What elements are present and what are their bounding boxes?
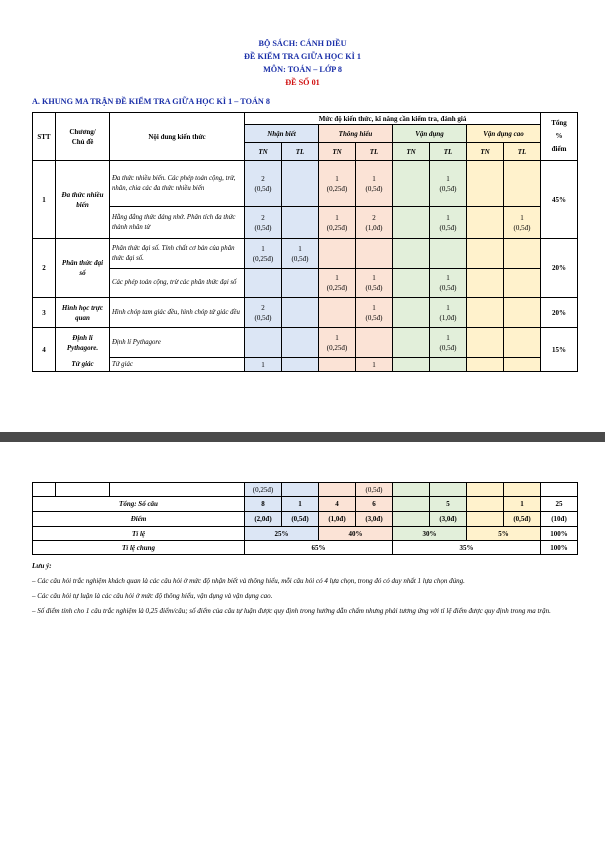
matrix-table-continued xyxy=(32,482,578,555)
header-line-3: MÔN: TOÁN – LỚP 8 xyxy=(263,65,342,74)
matrix-cell xyxy=(467,269,504,298)
matrix-cell: 1 (0,5đ) xyxy=(504,207,541,239)
row-stt: 4 xyxy=(33,328,56,372)
sub-tn: TN xyxy=(467,143,504,161)
row-noidung: Định lí Pythagore xyxy=(110,328,245,358)
sub-tl: TL xyxy=(282,143,319,161)
notes-title: Lưu ý: xyxy=(32,562,52,570)
matrix-cell xyxy=(467,207,504,239)
row-tong: 45% xyxy=(541,161,578,239)
socau-cell xyxy=(467,497,504,512)
matrix-cell xyxy=(393,269,430,298)
matrix-cell xyxy=(393,298,430,328)
sub-tl: TL xyxy=(430,143,467,161)
row-noidung: Hình chóp tam giác đều, hình chóp tứ giác đều xyxy=(110,298,245,328)
matrix-cell: 1 (0,5đ) xyxy=(430,161,467,207)
socau-cell: 1 xyxy=(504,497,541,512)
row-chuong: Hình học trực quan xyxy=(56,298,110,328)
cont-cell xyxy=(504,483,541,497)
socau-cell: 6 xyxy=(356,497,393,512)
row-stt: 1 xyxy=(33,161,56,239)
socau-cell xyxy=(393,497,430,512)
tile-thong-hieu: 40% xyxy=(319,527,393,541)
matrix-cell xyxy=(467,239,504,269)
matrix-cell: 1 (0,5đ) xyxy=(282,239,319,269)
row-stt: 2 xyxy=(33,239,56,298)
row-tong: 15% xyxy=(541,328,578,372)
matrix-cell xyxy=(467,328,504,358)
sub-tl: TL xyxy=(356,143,393,161)
matrix-cell: 1 (0,25đ) xyxy=(319,328,356,358)
matrix-cell xyxy=(282,358,319,372)
matrix-cell: 1 (0,5đ) xyxy=(356,298,393,328)
row-noidung: Hằng đẳng thức đáng nhớ. Phân tích đa thức thành nhân tử xyxy=(110,207,245,239)
matrix-cell: 2 (0,5đ) xyxy=(245,298,282,328)
level-van-dung: Vận dụng xyxy=(393,125,467,143)
row-chuong: Phân thức đại số xyxy=(56,239,110,298)
header-line-2: ĐỀ KIỂM TRA GIỮA HỌC KÌ 1 xyxy=(244,52,361,61)
diem-cell: (3,0đ) xyxy=(356,512,393,527)
matrix-cell: 1 (0,25đ) xyxy=(319,269,356,298)
cont-cell xyxy=(319,483,356,497)
row-noidung: Phân thức đại số. Tính chất cơ bản của phân thức đại số. xyxy=(110,239,245,269)
socau-cell: 8 xyxy=(245,497,282,512)
matrix-cell xyxy=(393,358,430,372)
matrix-cell: 2 (1,0đ) xyxy=(356,207,393,239)
diem-cell xyxy=(467,512,504,527)
matrix-cell xyxy=(356,328,393,358)
matrix-cell xyxy=(282,161,319,207)
matrix-cell: 1 (0,25đ) xyxy=(319,161,356,207)
matrix-cell xyxy=(467,358,504,372)
sub-tl: TL xyxy=(504,143,541,161)
col-stt: STT xyxy=(33,113,56,161)
matrix-cell xyxy=(282,328,319,358)
row-tong: 20% xyxy=(541,298,578,328)
matrix-cell xyxy=(504,269,541,298)
col-tong: Tổng % điểm xyxy=(541,113,578,161)
tile-chung-label: Tỉ lệ chung xyxy=(33,541,245,555)
cont-cell: (0,25đ) xyxy=(245,483,282,497)
document-header xyxy=(0,37,605,89)
matrix-cell xyxy=(245,328,282,358)
sub-tn: TN xyxy=(393,143,430,161)
row-noidung: Đa thức nhiều biến. Các phép toán cộng, trừ, nhân, chia các đa thức nhiều biến xyxy=(110,161,245,207)
row-chuong: Tứ giác xyxy=(56,358,110,372)
matrix-cell xyxy=(319,298,356,328)
socau-cell-total: 25 xyxy=(541,497,578,512)
header-line-1: BỘ SÁCH: CÁNH DIỀU xyxy=(258,39,347,48)
notes xyxy=(32,559,577,619)
matrix-cell xyxy=(467,298,504,328)
matrix-cell xyxy=(504,328,541,358)
diem-cell: (0,5đ) xyxy=(504,512,541,527)
matrix-cell: 1 (0,5đ) xyxy=(430,269,467,298)
tile-total: 100% xyxy=(541,527,578,541)
matrix-cell xyxy=(393,161,430,207)
diem-cell xyxy=(393,512,430,527)
tile-chung-total: 100% xyxy=(541,541,578,555)
tile-chung-2: 35% xyxy=(393,541,541,555)
level-van-dung-cao: Vận dụng cao xyxy=(467,125,541,143)
matrix-cell xyxy=(504,161,541,207)
matrix-cell xyxy=(504,298,541,328)
socau-cell: 1 xyxy=(282,497,319,512)
tile-chung-1: 65% xyxy=(245,541,393,555)
matrix-cell: 1 (0,5đ) xyxy=(430,207,467,239)
matrix-cell xyxy=(282,269,319,298)
matrix-cell xyxy=(393,328,430,358)
page-separator xyxy=(0,432,605,442)
matrix-cell xyxy=(393,239,430,269)
page-2 xyxy=(0,442,605,844)
row-tong: 20% xyxy=(541,239,578,298)
matrix-cell: 1 xyxy=(245,358,282,372)
matrix-cell: 2 (0,5đ) xyxy=(245,207,282,239)
sub-tn: TN xyxy=(319,143,356,161)
tong-socau-label: Tổng: Số câu xyxy=(33,497,245,512)
matrix-cell: 1 (0,5đ) xyxy=(356,269,393,298)
diem-cell: (1,0đ) xyxy=(319,512,356,527)
matrix-cell xyxy=(393,207,430,239)
matrix-cell xyxy=(504,358,541,372)
matrix-cell xyxy=(467,161,504,207)
matrix-table xyxy=(32,112,578,372)
note-1: – Các câu hỏi trắc nghiệm khách quan là các câu hỏi ở mức độ nhận biết và thông hiểu, mỗi câu hỏi có 4 lựa chọn, trong đó có duy nhất 1 lựa chọn đúng. xyxy=(32,577,465,585)
matrix-cell xyxy=(319,358,356,372)
section-title: A. KHUNG MA TRẬN ĐỀ KIỂM TRA GIỮA HỌC KÌ 1 – TOÁN 8 xyxy=(32,97,270,106)
row-chuong: Đa thức nhiều biến xyxy=(56,161,110,239)
col-chuong: Chương/ Chủ đề xyxy=(56,113,110,161)
matrix-cell: 1 xyxy=(356,358,393,372)
matrix-cell: 1 (0,25đ) xyxy=(245,239,282,269)
matrix-cell xyxy=(282,298,319,328)
row-noidung: Tứ giác xyxy=(110,358,245,372)
matrix-cell: 1 (0,25đ) xyxy=(319,207,356,239)
matrix-cell xyxy=(430,358,467,372)
note-2: – Các câu hỏi tự luận là các câu hỏi ở mức độ thông hiểu, vận dụng và vận dụng cao. xyxy=(32,592,273,600)
diem-cell: (0,5đ) xyxy=(282,512,319,527)
matrix-cell xyxy=(245,269,282,298)
cont-cell xyxy=(467,483,504,497)
note-3: – Số điểm tính cho 1 câu trắc nghiệm là 0,25 điểm/câu; số điểm của câu tự luận được quy định trong hướng dẫn chấm nhưng phải tương ứng với tỉ lệ điểm được quy định trong ma trận. xyxy=(32,607,551,615)
col-mucdo: Mức độ kiến thức, kĩ năng cần kiểm tra, đánh giá xyxy=(245,113,541,125)
tile-van-dung: 30% xyxy=(393,527,467,541)
diem-cell-total: (10đ) xyxy=(541,512,578,527)
matrix-cell: 1 (1,0đ) xyxy=(430,298,467,328)
matrix-cell xyxy=(282,207,319,239)
cont-cell xyxy=(393,483,430,497)
tile-van-dung-cao: 5% xyxy=(467,527,541,541)
sub-tn: TN xyxy=(245,143,282,161)
row-chuong: Định lí Pythagore. xyxy=(56,328,110,358)
row-noidung: Các phép toán cộng, trừ các phân thức đại số xyxy=(110,269,245,298)
row-stt: 3 xyxy=(33,298,56,328)
tile-label: Tỉ lệ xyxy=(33,527,245,541)
socau-cell: 5 xyxy=(430,497,467,512)
socau-cell: 4 xyxy=(319,497,356,512)
cont-cell: (0,5đ) xyxy=(356,483,393,497)
matrix-cell xyxy=(319,239,356,269)
matrix-cell: 1 (0,5đ) xyxy=(356,161,393,207)
matrix-cell xyxy=(356,239,393,269)
col-noidung: Nội dung kiến thức xyxy=(110,113,245,161)
matrix-cell xyxy=(504,239,541,269)
matrix-cell xyxy=(430,239,467,269)
diem-cell: (3,0đ) xyxy=(430,512,467,527)
matrix-cell: 1 (0,5đ) xyxy=(430,328,467,358)
matrix-cell: 2 (0,5đ) xyxy=(245,161,282,207)
level-thong-hieu: Thông hiểu xyxy=(319,125,393,143)
diem-cell: (2,0đ) xyxy=(245,512,282,527)
cont-cell xyxy=(282,483,319,497)
header-line-4: ĐỀ SỐ 01 xyxy=(285,78,320,87)
cont-cell xyxy=(430,483,467,497)
level-nhan-biet: Nhận biết xyxy=(245,125,319,143)
tile-nhan-biet: 25% xyxy=(245,527,319,541)
diem-label: Điểm xyxy=(33,512,245,527)
